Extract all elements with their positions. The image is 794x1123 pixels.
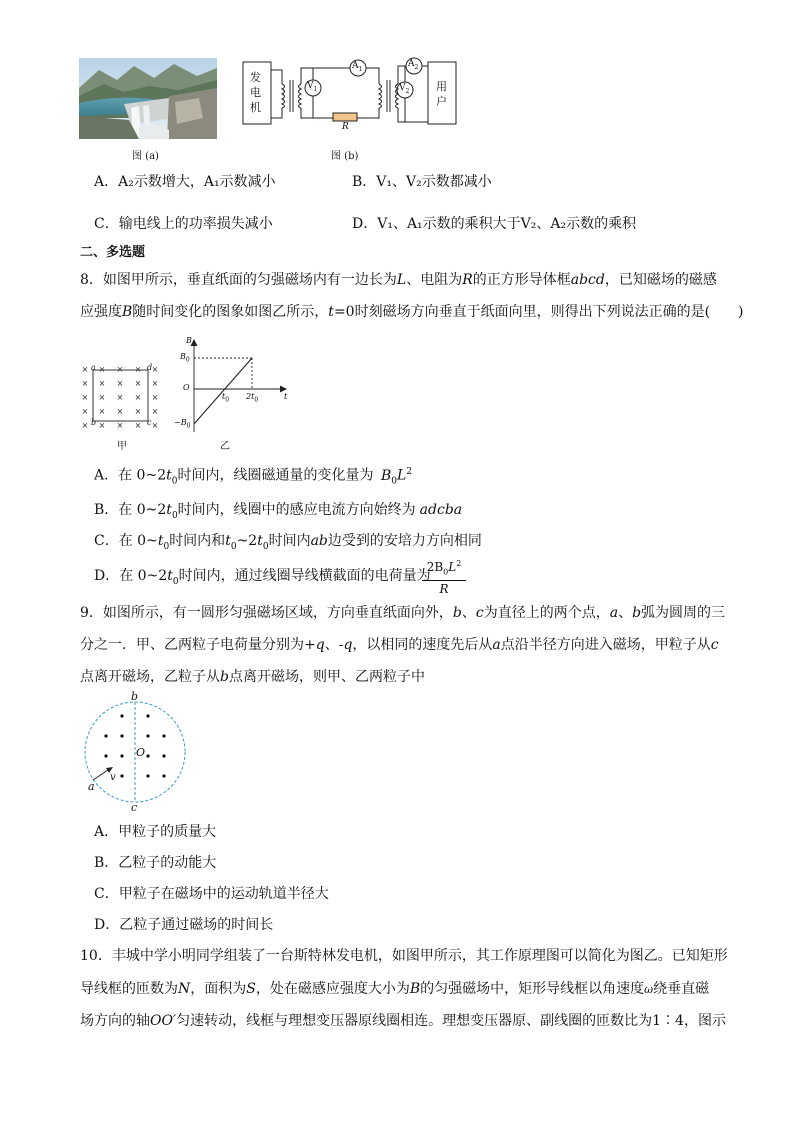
field-cross-mark: × [98, 421, 106, 430]
yi-axis-t-label: t [284, 392, 288, 401]
field-cross-mark: × [151, 379, 159, 388]
meter-v1-label: $V_1$ [307, 81, 318, 93]
field-cross-mark: × [98, 379, 106, 388]
q8-option-d[interactable]: D．在 $0\sim 2t_0$时间内，通过线圈导线横截面的电荷量为 [94, 568, 431, 587]
q9-figure-circle [84, 690, 194, 814]
q9-velocity-v-label: v [110, 772, 116, 783]
meter-a2-label: $A_2$ [408, 59, 419, 71]
field-cross-mark: × [81, 379, 89, 388]
field-cross-mark: × [81, 393, 89, 402]
field-dot-mark [104, 734, 107, 737]
q9-stem-line2: 分之一．甲、乙两粒子电荷量分别为+q、-q，以相同的速度先后从a点沿半径方向进入磁场，甲粒子从c [80, 637, 719, 653]
field-cross-mark: × [116, 365, 124, 374]
field-dot-mark [146, 714, 149, 717]
q7-option-d[interactable]: D．V₁、A₁示数的乘积大于V₂、A₂示数的乘积 [352, 216, 637, 232]
field-dot-mark [120, 734, 123, 737]
yi-negb0-label: $-B_0$ [174, 418, 191, 430]
field-cross-mark: × [151, 365, 159, 374]
field-cross-mark: × [134, 421, 142, 430]
q10-stem-line1: 10．丰城中学小明同学组装了一台斯特林发电机，如图甲所示，其工作原理图可以简化为图乙。已知矩形 [80, 948, 728, 964]
figure-b-caption: 图 (b) [331, 151, 359, 162]
jia-corner-d: d [147, 363, 153, 372]
field-dot-mark [104, 754, 107, 757]
field-dot-mark [120, 774, 123, 777]
field-dot-mark [146, 774, 149, 777]
q9-point-c-label: c [131, 801, 138, 814]
q9-option-b[interactable]: B．乙粒子的动能大 [94, 855, 217, 871]
figure-a-photo [79, 58, 217, 139]
field-dot-mark [162, 774, 165, 777]
yi-origin-label: O [183, 383, 190, 392]
section-title-multiple-choice: 二、多选题 [80, 245, 146, 260]
field-cross-mark: × [98, 365, 106, 374]
q8-option-c[interactable]: C．在 $0\sim t_0$时间内和$t_0\sim 2t_0$时间内ab边受到的安培力方向相同 [94, 533, 482, 552]
generator-char-3: 机 [250, 101, 261, 114]
figure-a-caption: 图 (a) [132, 151, 159, 162]
q7-option-a[interactable]: A．A₂示数增大，A₁示数减小 [94, 174, 276, 190]
q10-stem-line2: 导线框的匝数为N，面积为S，处在磁感应强度大小为B的匀强磁场中，矩形导线框以角速度ω绕垂直磁 [80, 981, 710, 997]
q8-figure-yi-graph [172, 336, 292, 436]
q8-stem-line2: 应强度B随时间变化的图象如图乙所示，t=0时刻磁场方向垂直于纸面向里，则得出下列说法正确的是( ) [80, 304, 744, 320]
q7-option-b[interactable]: B．V₁、V₂示数都减小 [352, 174, 492, 190]
jia-corner-b: b [91, 418, 97, 427]
generator-char-1: 发 [250, 71, 261, 84]
yi-axis-b-label: B [186, 336, 192, 345]
field-dot-mark [146, 734, 149, 737]
generator-char-2: 电 [250, 86, 261, 99]
yi-2t0-label: $2t_0$ [246, 392, 259, 404]
q8-option-a[interactable]: A．在 $0\sim 2t_0$时间内，线圈磁通量的变化量为 $B_0L^2$ [94, 467, 412, 487]
q9-option-a[interactable]: A．甲粒子的质量大 [94, 824, 217, 840]
field-cross-mark: × [134, 393, 142, 402]
field-cross-mark: × [81, 365, 89, 374]
field-cross-mark: × [116, 421, 124, 430]
q8-figure-jia-caption: 甲 [117, 441, 127, 452]
field-cross-mark: × [134, 379, 142, 388]
q9-option-c[interactable]: C．甲粒子在磁场中的运动轨道半径大 [94, 886, 329, 902]
yi-t0-label: $t_0$ [222, 392, 230, 404]
generator-label [250, 70, 261, 115]
meter-a1-label: $A_1$ [352, 61, 363, 73]
user-char-2: 户 [436, 95, 447, 108]
field-cross-mark: × [134, 407, 142, 416]
jia-corner-c: c [147, 418, 152, 427]
field-dot-mark [120, 714, 123, 717]
field-cross-mark: × [116, 379, 124, 388]
q8-figure-jia [80, 360, 162, 432]
field-cross-mark: × [81, 421, 89, 430]
resistor-label: R [342, 122, 349, 132]
field-dot-mark [146, 754, 149, 757]
meter-v2-label: $V_2$ [399, 83, 410, 95]
q8-option-b[interactable]: B．在 $0\sim 2t_0$时间内，线圈中的感应电流方向始终为 adcba [94, 502, 463, 521]
field-cross-mark: × [81, 407, 89, 416]
field-dot-mark [162, 754, 165, 757]
field-cross-mark: × [98, 393, 106, 402]
q8-figure-yi-caption: 乙 [220, 441, 230, 452]
field-cross-mark: × [151, 407, 159, 416]
figure-b-circuit [240, 56, 462, 136]
q9-center-o-label: O [136, 746, 146, 759]
field-cross-mark: × [116, 407, 124, 416]
q9-option-d[interactable]: D．乙粒子通过磁场的时间长 [94, 917, 274, 933]
q9-point-a-label: a [88, 780, 95, 793]
q10-stem-line3: 场方向的轴OO′匀速转动，线框与理想变压器原线圈相连。理想变压器原、副线圈的匝数比为1∶4，图示 [80, 1013, 726, 1029]
q9-stem-line3: 点离开磁场，乙粒子从b点离开磁场，则甲、乙两粒子中 [80, 669, 425, 685]
yi-b0-label: $B_0$ [180, 352, 190, 364]
user-label [436, 79, 447, 109]
field-cross-mark: × [98, 407, 106, 416]
q9-stem-line1: 9．如图所示，有一圆形匀强磁场区域，方向垂直纸面向外，b、c为直径上的两个点，a、b弧为圆周的三 [80, 605, 726, 621]
field-dot-mark [120, 754, 123, 757]
jia-corner-a: a [91, 363, 96, 372]
q7-option-c[interactable]: C．输电线上的功率损失减小 [94, 216, 273, 232]
q8-option-d-fraction: $2B_0L^2$ R [422, 556, 466, 597]
field-dot-mark [162, 734, 165, 737]
q8-stem-line1: 8．如图甲所示，垂直纸面的匀强磁场内有一边长为L、电阻为R的正方形导体框abcd，已知磁场的磁感 [80, 272, 717, 288]
field-cross-mark: × [134, 365, 142, 374]
field-cross-mark: × [151, 421, 159, 430]
field-cross-mark: × [151, 393, 159, 402]
field-cross-mark: × [116, 393, 124, 402]
q9-point-b-label: b [131, 690, 139, 703]
user-char-1: 用 [436, 80, 447, 93]
